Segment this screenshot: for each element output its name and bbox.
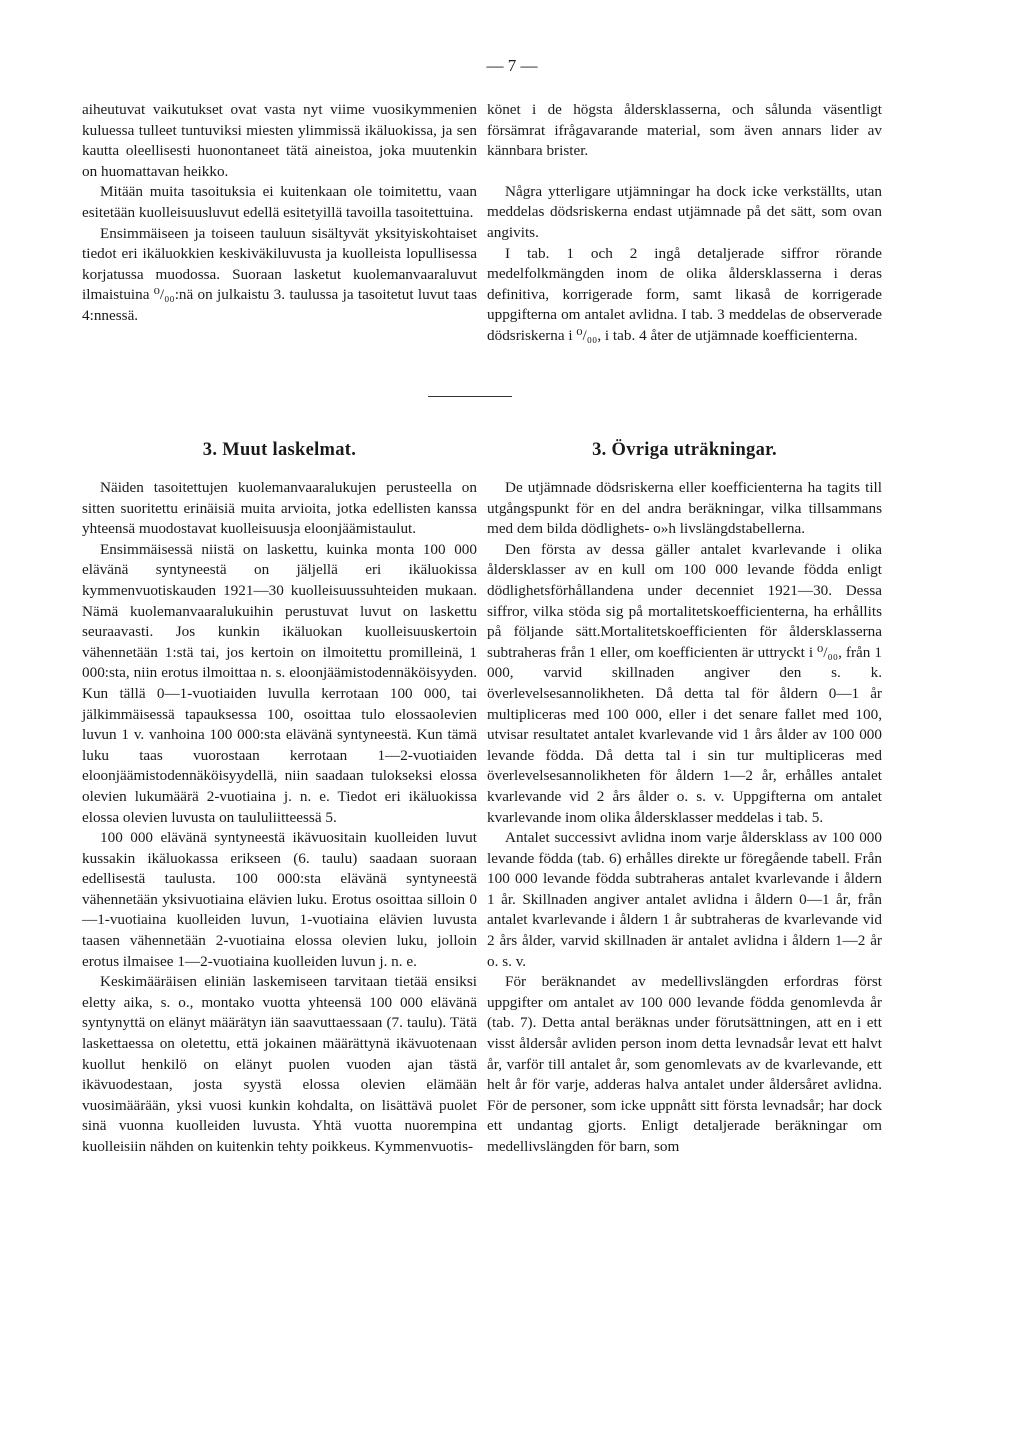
paragraph: Några ytterligare utjämningar ha dock icke verkställts, utan meddelas dödsriskerna endast utjämnade på det sätt, som ovan angivits. (487, 182, 882, 241)
bottom-left-column (82, 478, 477, 1158)
paragraph: Ensimmäiseen ja toiseen tauluun sisältyvät yksityiskohtaiset tiedot eri ikäluokkien keskiväkiluvusta ja kuolleista lopullisessa korjatussa muodossa. Suoraan lasketut kuolemanvaaraluvut ilmaistuina ⁰/₀₀:nä on julkaistu 3. taulussa ja tasoitetut luvut taas 4:nnessä. (82, 224, 477, 324)
page-number: — 7 — (486, 56, 538, 75)
paragraph: Den första av dessa gäller antalet kvarlevande i olika åldersklasser av en kull om 100 000 levande födda enligt dödlighetsförhållandena under decenniet 1921—30. Dessa siffror, vilka stöda sig på mortalitetskoefficienterna, ha erhållits på följande sätt.Mortalitetskoefficienten för åldersklasserna subtraheras från 1 eller, om koefficienten är uttryckt i ⁰/₀₀, från 1 000, varvid skillnaden angiver den s. k. överlevelsesannolikheten. Då detta tal för åldern 0—1 år multipliceras med 100 000, eller i det senare fallet med 100, utvisar resultatet antalet kvarlevande vid 1 års ålder av 100 000 levande födda. Då detta tal i sin tur multipliceras med överlevelsesannolikheten för åldern 1—2 år, erhålles antalet kvarlevande vid 2 års ålder o. s. v. Uppgifterna om antalet kvarlevande inom olika åldersklasser meddelas i tab. 5. (487, 540, 882, 826)
paragraph-gap (487, 162, 882, 182)
paragraph: Keskimääräisen eliniän laskemiseen tarvitaan tietää ensiksi eletty aika, s. o., montako vuotta yhteensä 100 000 elävänä syntynyttä on elänyt määrätyn iän saavuttaessaan (7. taulu). Tätä laskettaessa on oletettu, että jokainen määrättynä ikävuotenaan kuollut henkilö on elänyt puolen vuoden ajan tästä ikävuodestaan, josta syystä elossa olevien elämään vuosimäärään, yksi vuosi kunkin kohdalta, on lisättävä puolet sinä vuonna kuolleiden luvusta. Yhtä vuotta nuorempina kuolleisiin nähden on kuitenkin tehty poikkeus. Kymmenvuotis- (82, 973, 477, 1155)
paragraph: Mitään muita tasoituksia ei kuitenkaan ole toimitettu, vaan esitetään kuolleisuusluvut edellä esitetyillä tavoilla tasoitettuina. (82, 183, 477, 221)
paragraph: Näiden tasoitettujen kuolemanvaaralukujen perusteella on sitten suoritettu erinäisiä muita arvioita, jotka edellisten kanssa yhteensä muodostavat kuolleisuusja eloonjäämistaulut. (82, 479, 477, 538)
paragraph: aiheutuvat vaikutukset ovat vasta nyt viime vuosikymmenien kuluessa tulleet tuntuviksi miesten ylimmissä ikäluokissa, ja sen kautta oleellisesti huonontaneet tätä aineistoa, joka muutenkin on huomattavan heikko. (82, 101, 477, 180)
top-left-column (82, 100, 477, 327)
paragraph: könet i de högsta åldersklasserna, och sålunda väsentligt försämrat ifrågavarande material, som även annars lider av kännbara brister. (487, 101, 882, 160)
paragraph: 100 000 elävänä syntyneestä ikävuositain kuolleiden luvut kussakin ikäluokassa erikseen (6. taulu) saadaan suoraan edellisestä taulusta. 100 000:sta elävänä syntyneestä vähennetään yksivuotiaina elävien luku. Erotus osoittaa silloin 0—1-vuotiaina kuolleiden luvun, 1-vuotiaina elävien luvusta taasen vähennetään 2-vuotiaina elossa olevien luku, jolloin erotus ilmaisee 1—2-vuotiaina kuolleiden luvun j. n. e. (82, 829, 477, 970)
section-heading-finnish: 3. Muut laskelmat. (202, 440, 357, 460)
section-divider (428, 396, 512, 397)
paragraph: I tab. 1 och 2 ingå detaljerade siffror rörande medelfolkmängden inom de olika åldersklasserna i deras definitiva, korrigerade form, samt likaså de korrigerade uppgifterna om antalet avlidna. I tab. 3 meddelas de observerade dödsriskerna i ⁰/₀₀, i tab. 4 åter de utjämnade koefficienterna. (487, 244, 882, 344)
paragraph: Ensimmäisessä niistä on laskettu, kuinka monta 100 000 elävänä syntyneestä on jäljellä eri ikäluokissa kymmenvuotiskauden 1921—30 kuolleisuussuhteiden mukaan. Nämä kuolemanvaaralukuihin perustuvat luvut on laskettu seuraavasti. Jos kunkin ikäluokan kuolleisuuskertoin vähennetään 1:stä tai, jos kertoin on ilmoitettu promilleinä, 1 000:sta, niin erotus ilmoittaa n. s. eloonjäämistodennäköisyyden. Kun tällä 0—1-vuotiaiden luvulla kerrotaan 100 000, tai jälkimmäisessä tapauksessa 100, osoittaa tulo elossaolevien luvun 1 v. vanhoina 100 000:sta elävänä syntyneestä. Kun tämä luku taas vuorostaan kerrotaan 1—2-vuotiaiden eloonjäämistodennäköisyydellä, niin saadaan tulokseksi elossa olevien lukumäärä 2-vuotiaina j. n. e. Tiedot eri ikäluokissa elossa olevien luvusta on taululiitteessä 5. (82, 540, 477, 826)
paragraph: De utjämnade dödsriskerna eller koefficienterna ha tagits till utgångspunkt för en del andra beräkningar, vilka tillsammans med dem bilda dödlighets- o»h livslängdstabellerna. (487, 479, 882, 538)
section-heading-swedish: 3. Övriga uträkningar. (592, 440, 777, 460)
paragraph: Antalet successivt avlidna inom varje åldersklass av 100 000 levande födda (tab. 6) erhålles direkte ur föregående tabell. Från 100 000 levande födda subtraheras antalet kvarlevande i åldern 1 år. Skillnaden angiver antalet avlidna i åldern 0—1 år, från antalet kvarlevande i åldern 1 år subtraheras de kvarlevande vid 2 års ålder, varvid skillnaden är antalet avlidna i åldern 1—2 år o. s. v. (487, 829, 882, 970)
top-right-column (487, 100, 882, 347)
paragraph: För beräknandet av medellivslängden erfordras först uppgifter om antalet av 100 000 levande födda genomlevda år (tab. 7). Detta antal beräknas under förutsättningen, att en i ett visst åldersår avliden person inom detta levnadsår levat ett halvt år, varför till antalet år, som genomlevats av de kvarlevande, ett helt år för varje, adderas halva antalet under åldersåret avlidna. För de personer, som icke uppnått sitt första levnadsår; har dock ett undantag gjorts. Enligt detaljerade beräkningar om medellivslängden för barn, som (487, 973, 882, 1155)
bottom-right-column (487, 478, 882, 1158)
